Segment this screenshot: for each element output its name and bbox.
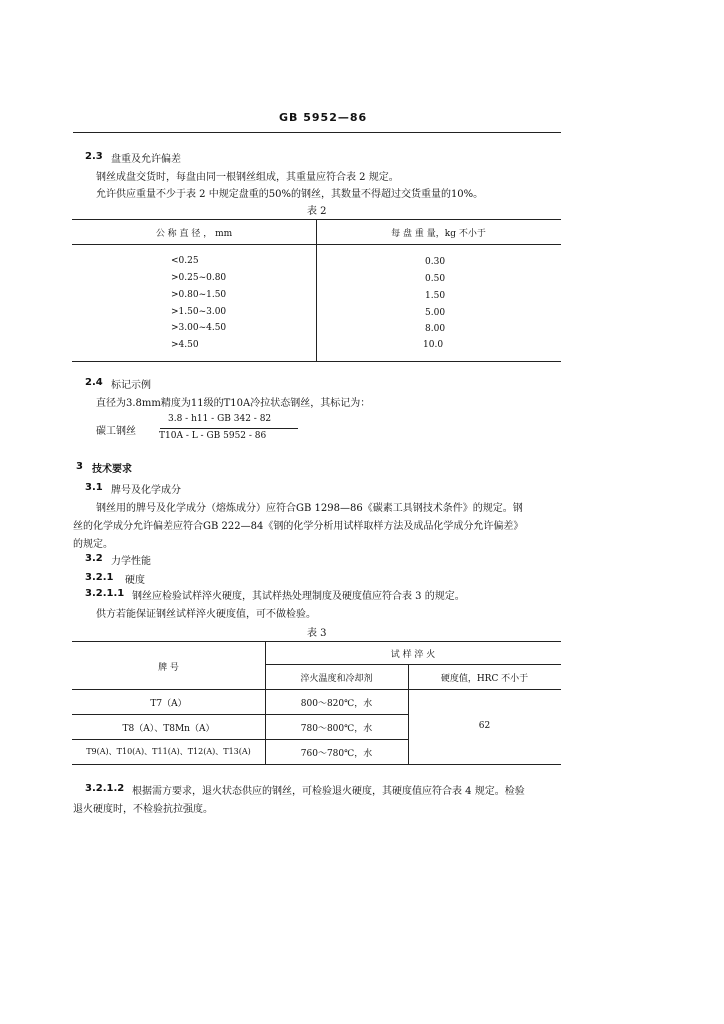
paragraph: 钢丝应检验试样淬火硬度，其试样热处理制度及硬度值应符合表 3 的规定。: [132, 591, 465, 602]
column-header: 牌 号: [158, 663, 179, 673]
paragraph: 的规定。: [73, 539, 113, 550]
column-header: 公 称 直 径 ， mm: [155, 229, 233, 239]
section-number: 2.3: [85, 151, 103, 162]
paragraph: 根据需方要求，退火状态供应的钢丝，可检验退火硬度，其硬度值应符合表 4 规定。检验: [132, 786, 525, 797]
chapter-title: 技术要求: [92, 464, 132, 475]
standard-code-header: GB 5952—86: [279, 111, 368, 124]
table-cell: 8.00: [425, 324, 446, 334]
table-row-rule: [72, 739, 408, 740]
table-cell: >1.50~3.00: [171, 307, 227, 317]
paragraph: 直径为3.8mm精度为11级的T10A冷拉状态钢丝，其标记为：: [96, 398, 371, 409]
table-cell: T7（A）: [150, 699, 187, 709]
section-title: 盘重及允许偏差: [111, 154, 181, 165]
table-row-rule: [72, 714, 408, 715]
table-caption: 表 2: [307, 206, 327, 217]
table-cell: 800～820℃，水: [300, 699, 373, 709]
column-header: 淬火温度和冷却剂: [300, 674, 373, 684]
paragraph: 允许供应重量不少于表 2 中规定盘重的50%的钢丝，其数量不得超过交货重量的10%。: [96, 189, 484, 200]
table-cell: 10.0: [423, 340, 444, 350]
column-header: 每 盘 重 量，kg 不小于: [391, 229, 486, 239]
table-cell: >0.80~1.50: [171, 290, 227, 300]
section-number: 3.2.1.1: [85, 588, 125, 599]
table-bottom-rule: [72, 361, 561, 362]
table-cell: >0.25~0.80: [171, 273, 227, 283]
paragraph: 丝的化学成分允许偏差应符合GB 222—84《钢的化学分析用试样取样方法及成品化学成分允许偏差》: [73, 521, 524, 532]
marking-label: 碳工钢丝: [96, 426, 136, 437]
table-subheader-rule: [265, 664, 561, 665]
table-cell: T8（A）、T8Mn（A）: [122, 724, 215, 734]
paragraph: 钢丝用的牌号及化学成分（熔炼成分）应符合GB 1298—86《碳素工具钢技术条件》的规定。钢: [96, 503, 523, 514]
section-number: 3.2: [85, 553, 103, 564]
header-rule: [73, 132, 561, 133]
paragraph: 退火硬度时，不检验抗拉强度。: [73, 804, 213, 815]
table-cell: >4.50: [171, 340, 199, 350]
column-header: 硬度值，HRC 不小于: [440, 674, 529, 684]
section-title: 硬度: [125, 575, 145, 586]
fraction-bar: [160, 428, 298, 429]
table-cell: T9(A)、T10(A)、T11(A)、T12(A)、T13(A): [86, 747, 251, 756]
section-number: 3.2.1: [85, 572, 114, 583]
chapter-number: 3: [76, 461, 83, 472]
paragraph: 钢丝成盘交货时，每盘由同一根钢丝组成，其重量应符合表 2 规定。: [96, 172, 399, 183]
section-number: 2.4: [85, 377, 103, 388]
table-header-rule: [72, 689, 561, 690]
table-cell: <0.25: [171, 256, 199, 266]
table-cell: 0.30: [425, 257, 446, 267]
table-cell: 1.50: [425, 291, 446, 301]
marking-denominator: T10A - L - GB 5952 - 86: [159, 431, 267, 441]
column-header: 试 样 淬 火: [390, 650, 436, 660]
table-bottom-rule: [72, 764, 561, 765]
paragraph: 供方若能保证钢丝试样淬火硬度值，可不做检验。: [96, 609, 316, 620]
table-column-divider: [316, 219, 317, 361]
section-title: 标记示例: [111, 380, 151, 391]
table-cell: 5.00: [425, 308, 446, 318]
table-top-rule: [72, 641, 561, 642]
section-title: 牌号及化学成分: [111, 485, 181, 496]
section-number: 3.2.1.2: [85, 783, 125, 794]
marking-numerator: 3.8 - h11 - GB 342 - 82: [168, 414, 272, 424]
table-cell: >3.00~4.50: [171, 323, 227, 333]
section-title: 力学性能: [111, 556, 151, 567]
table-caption: 表 3: [307, 628, 327, 639]
table-cell: 760～780℃，水: [300, 749, 373, 759]
table-cell: 0.50: [425, 274, 446, 284]
table-cell: 780～800℃，水: [300, 724, 373, 734]
section-number: 3.1: [85, 482, 103, 493]
hardness-value: 62: [478, 721, 491, 731]
